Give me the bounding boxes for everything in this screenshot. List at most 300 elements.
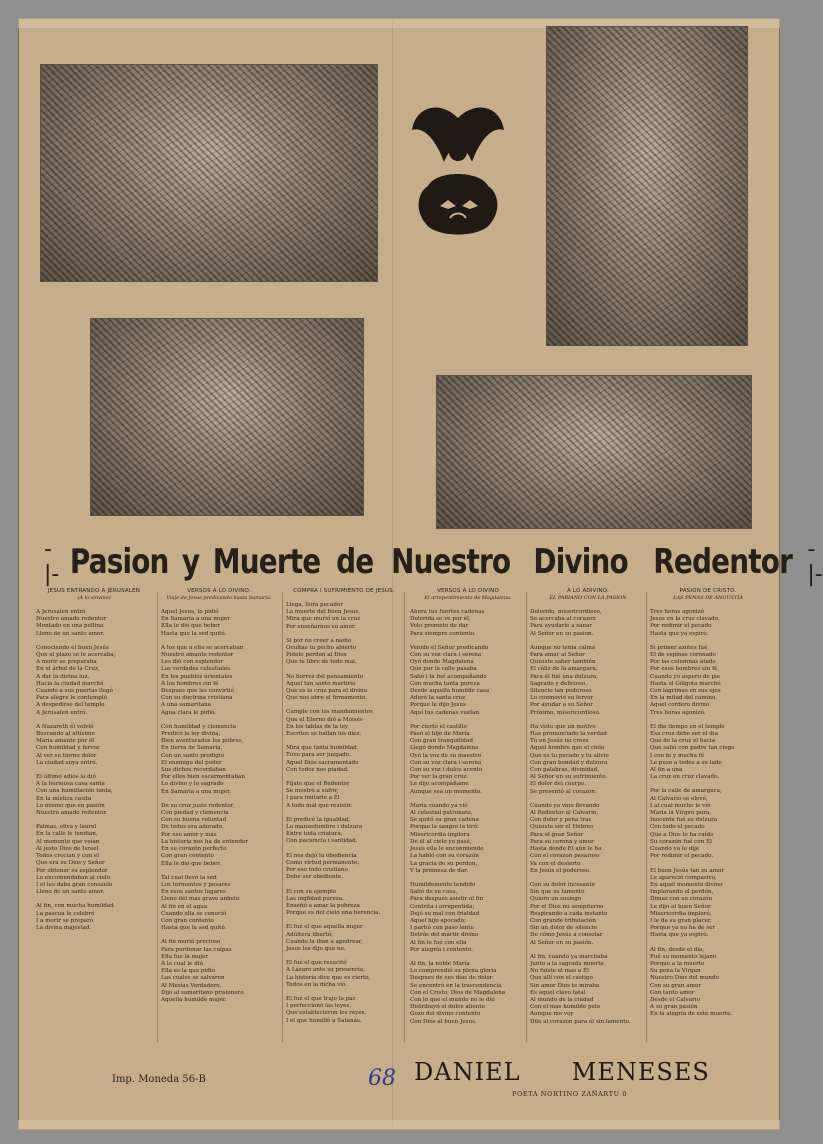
poem-line: Al Señor en su pasión. bbox=[530, 939, 594, 946]
poem-line: Con su voz clara i serena bbox=[410, 759, 482, 766]
poem-line: Misericordia implora bbox=[410, 831, 470, 838]
poem-line: Con palabras, divinidad, bbox=[530, 767, 600, 774]
tape-bottom bbox=[18, 1120, 780, 1130]
poem-stanza bbox=[161, 939, 277, 1004]
poem-line: Hacia la ciudad marchó bbox=[36, 680, 104, 687]
poem-line: Maria la Virgen pura, bbox=[650, 810, 712, 817]
handwritten-number: 68 bbox=[368, 1066, 396, 1091]
poem-line: Con todo el pecado bbox=[650, 824, 705, 831]
poem-line: Que es la cruz para el divino bbox=[286, 688, 368, 695]
poem-line: Con su voz i dulce acento bbox=[410, 767, 483, 774]
poem-line: Al fin, la noble María bbox=[410, 960, 470, 967]
poem-line: Palmas, oliva y laurel bbox=[36, 824, 97, 831]
poem-line: Con su dolor incesante bbox=[530, 881, 596, 888]
poem-line: Detrás del mártir divino bbox=[410, 932, 479, 939]
poem-line: Que nos abre el firmamento. bbox=[286, 695, 368, 702]
poem-line: En la calle le tendian, bbox=[36, 831, 98, 838]
title-word: y bbox=[181, 542, 200, 582]
poem-line: Por la calle de amargura, bbox=[650, 788, 722, 795]
poem-line: Con el Cristo, Dios de Magdalena bbox=[410, 989, 506, 996]
poem-line: Le puso a todos a su lado bbox=[650, 759, 722, 766]
poem-line: Aquel hijo apocado; bbox=[410, 917, 466, 924]
poem-stanza bbox=[286, 853, 402, 882]
poem-line: Al fin, cuando ya marchaba bbox=[530, 953, 608, 960]
poem-line: I para imitarle a Él bbox=[286, 795, 340, 802]
column-rule bbox=[404, 592, 405, 1042]
poem-line: Con lágrimas en sus ojos bbox=[650, 688, 721, 695]
poem-line: Maria amante por él bbox=[36, 738, 95, 745]
poem-line: Las ingfidad pureza, bbox=[286, 895, 344, 902]
poem-line: Agua clara le pidió. bbox=[161, 709, 217, 716]
poem-body bbox=[36, 609, 152, 932]
poem-stanza bbox=[286, 745, 402, 774]
poem-line: Con su voz clara i serena bbox=[410, 652, 482, 659]
poem-subtitle: LAS PENAS DE ANGUSTIA bbox=[673, 595, 743, 601]
poem-line: Para amar al Señor bbox=[530, 652, 585, 659]
poem-line: No borres del pensamiento bbox=[286, 673, 364, 680]
poem-stanza bbox=[36, 824, 152, 896]
poem-stanza bbox=[410, 645, 526, 717]
poem-line: A una samaritana bbox=[161, 702, 211, 709]
poem-heading: VERSOS A LO DIVINO bbox=[437, 588, 499, 594]
poem-line: De cómo Jesús a consolar bbox=[530, 932, 603, 939]
poem-line: Inocente fué su dulzura bbox=[650, 817, 718, 824]
poem-line: Misericordia imploró, bbox=[650, 910, 712, 917]
woodcut-night-scene bbox=[436, 375, 752, 529]
woodcut-garden-scene bbox=[90, 318, 364, 516]
poem-body bbox=[410, 609, 526, 1026]
poem-stanza bbox=[286, 781, 402, 810]
poem-column bbox=[286, 588, 402, 1048]
poem-line: Que salió con padre tan ciego bbox=[650, 745, 735, 752]
poem-stanza bbox=[530, 645, 646, 717]
poet-line: POETA NORTINO ZAÑARTU 0 bbox=[512, 1090, 628, 1098]
poem-line: Hasta que la sed quitó. bbox=[161, 630, 227, 637]
poem-column bbox=[161, 588, 277, 1048]
poem-stanza bbox=[530, 724, 646, 796]
poem-line: Entre toda criatura, bbox=[286, 831, 343, 838]
poem-line: I le da su gran placer, bbox=[650, 917, 712, 924]
poem-line: Oyó la voz de su maestro bbox=[410, 752, 482, 759]
poem-stanza bbox=[650, 645, 766, 717]
poem-line: Oyó donde Magdalena bbox=[410, 659, 474, 666]
poem-line: Mira que tanta humildad bbox=[286, 745, 357, 752]
poem-line: El último adios la dió bbox=[36, 774, 96, 781]
poem-stanza bbox=[36, 774, 152, 817]
poem-line: Lo conmovió su fervor bbox=[530, 695, 594, 702]
poem-line: Por redimir el pecado. bbox=[650, 853, 714, 860]
poem-line: Por ver la gran cruz bbox=[410, 774, 467, 781]
poem-line: En los pueblos orientales bbox=[161, 673, 233, 680]
poem-stanza bbox=[410, 724, 526, 796]
title-word: Muerte bbox=[212, 542, 321, 582]
title-word: de bbox=[336, 542, 374, 582]
poem-line: Bien aventurados los pobres, bbox=[161, 738, 244, 745]
poem-line: Porque es del cielo una herencia. bbox=[286, 910, 381, 917]
poem-stanza bbox=[650, 609, 766, 638]
poem-line: El buen Jesús tan su amor bbox=[650, 867, 725, 874]
poem-line: El dolor del cuerpo. bbox=[530, 781, 587, 788]
poem-line: Fíjate que el Redentor bbox=[286, 781, 350, 788]
poem-line: Con gran contento bbox=[161, 917, 214, 924]
poem-line: Pasó el hijo de María bbox=[410, 731, 470, 738]
poem-line: En Samaria a una mujer bbox=[161, 616, 230, 623]
poem-line: En la mitad del camino, bbox=[650, 695, 718, 702]
poem-line: I a morir se preparó bbox=[36, 917, 94, 924]
poem-line: I perfeccionó las leyes, bbox=[286, 1003, 352, 1010]
poem-line: Llegó donde Magdalena bbox=[410, 745, 479, 752]
poem-line: I el les daba gran consuelo bbox=[36, 881, 113, 888]
poem-line: La historia dice que es cierto, bbox=[286, 974, 371, 981]
poem-line: Por obtener su esplendor bbox=[36, 867, 108, 874]
poem-stanza bbox=[161, 645, 277, 717]
poem-stanza bbox=[650, 724, 766, 782]
poem-column bbox=[650, 588, 766, 1048]
poem-line: Tuvo para ser juzgado, bbox=[286, 752, 351, 759]
poem-line: Distribuyó el dulce aliento bbox=[410, 1004, 485, 1011]
poem-line: Para el gran Señor bbox=[530, 831, 584, 838]
poem-line: Le apareció compasivo, bbox=[650, 874, 717, 881]
poem-line: Al Señor en su pasion. bbox=[530, 630, 594, 637]
poem-line: El fué el que resucitó bbox=[286, 960, 347, 967]
poem-line: Como virtud permanente; bbox=[286, 859, 360, 866]
poem-line: Con grande tribulación bbox=[530, 917, 596, 924]
poem-line: El enemigo del poder bbox=[161, 759, 222, 766]
poem-line: Al fin, con mucha humildad bbox=[36, 903, 114, 910]
poem-line: Los tormentos y pesares bbox=[161, 881, 231, 888]
title-word: Redentor bbox=[653, 542, 793, 582]
poem-columns bbox=[36, 588, 776, 1048]
poem-line: A todo mal que resistir. bbox=[286, 802, 353, 809]
column-rule bbox=[157, 592, 158, 1042]
poem-line: A la cual le dió bbox=[161, 960, 203, 967]
poem-line: Hasta que ya espiró. bbox=[650, 932, 709, 939]
poem-stanza bbox=[161, 724, 277, 796]
poem-line: Con piedad y clemencia bbox=[161, 810, 229, 817]
poem-line: Su pena la Virgen bbox=[650, 968, 701, 975]
poem-line: Tres horas agonizó. bbox=[650, 709, 706, 716]
poem-line: Al Calvario se elevó, bbox=[650, 795, 708, 802]
poem-stanza bbox=[286, 924, 402, 953]
poem-line: I al cual mucho le vió bbox=[650, 802, 711, 809]
poem-line: Fué su momento lejano bbox=[650, 953, 717, 960]
poem-line: Que establecieron los reyes, bbox=[286, 1010, 367, 1017]
poem-stanza bbox=[530, 882, 646, 947]
poem-line: Lleno de un santo amor. bbox=[36, 889, 105, 896]
poem-line: Al Señor en su sufrimiento bbox=[530, 774, 606, 781]
poem-line: Con tanto amor bbox=[650, 989, 695, 996]
poem-subtitle: (A lo sinvino) bbox=[77, 595, 111, 601]
poem-line: Contrita i arrepentida; bbox=[410, 903, 475, 910]
poem-line: Que te libre de todo mal. bbox=[286, 659, 357, 666]
poem-line: Se acercaba al corazon bbox=[530, 616, 596, 623]
poem-heading: JESUS ENTRANDO A JERUSALEN bbox=[47, 588, 141, 594]
poem-line: Jesus ella le enconmiendo bbox=[410, 846, 484, 853]
poem-line: Al justo Dios de Israel bbox=[36, 845, 99, 852]
poem-stanza bbox=[36, 724, 152, 767]
poem-line: Que de la cruz el hacia bbox=[650, 738, 716, 745]
poem-line: Hasta el Gólgota marchó bbox=[650, 680, 721, 687]
poem-line: Nuestro amante redentor bbox=[161, 652, 234, 659]
poem-line: A Nazareth él volvió bbox=[36, 723, 94, 730]
poem-line: Con gran tranquilidad bbox=[410, 738, 473, 745]
poem-line: Aquel Dios sacramentado bbox=[286, 759, 359, 766]
poem-line: La pascua le celebró bbox=[36, 910, 95, 917]
poem-line: Despues que les convirtió bbox=[161, 688, 234, 695]
poem-line: Si por no creer a nadie bbox=[286, 637, 352, 644]
poem-line: Por eso todo cristiano bbox=[286, 867, 348, 874]
poem-line: Le dijo acompáñame bbox=[410, 781, 469, 788]
poem-line: Con mucha tanta pureza bbox=[410, 680, 480, 687]
poem-line: A Jerusalen entró bbox=[36, 609, 86, 615]
poem-line: Por enseñarnos su amor. bbox=[286, 623, 356, 630]
poem-line: Si primer azotes fué, bbox=[650, 644, 710, 651]
poem-line: Con paciencia i santidad. bbox=[286, 838, 358, 845]
poem-heading: COMPRA I SUFRIMIENTO DE JESUS. bbox=[293, 588, 395, 594]
poem-line: Dimas con su corazón bbox=[650, 896, 713, 903]
poem-line: La gracia de su perdon, bbox=[410, 860, 478, 867]
poem-line: Al Mesías Verdadero, bbox=[161, 982, 222, 989]
title-word: Pasion bbox=[70, 542, 169, 582]
poem-line: A Lázaro ante su presencia, bbox=[286, 967, 365, 974]
poem-line: Con el corazon pesaroso bbox=[530, 853, 600, 860]
poem-line: Ocultas tu pecho abierto bbox=[286, 645, 357, 652]
poem-line: Que a Dios le ha caído bbox=[650, 831, 714, 838]
poem-line: Sin que su lamento bbox=[530, 889, 585, 896]
poem-line: La mansedumbre i dulzura bbox=[286, 824, 363, 831]
poem-stanza bbox=[530, 609, 646, 638]
poem-line: Jesus les dijo que no. bbox=[286, 945, 346, 952]
poem-line: Para perdonar las culpas bbox=[161, 946, 232, 953]
author-first-name: DANIEL bbox=[414, 1058, 521, 1086]
poem-line: Lleno de un santo amor. bbox=[36, 630, 105, 637]
poem-line: En esos santos lugares bbox=[161, 889, 226, 896]
poem-line: Al fin le fué con ella bbox=[410, 939, 467, 946]
poem-line: Al mundo de la ciudad bbox=[530, 996, 594, 1003]
poem-stanza bbox=[286, 674, 402, 703]
poem-line: Que el plazo se le acercaba, bbox=[36, 652, 116, 659]
poem-line: Lo mismo que en pasión bbox=[36, 802, 105, 809]
poem-line: Con lo que el mundo no le dió bbox=[410, 996, 495, 1003]
poem-line: Le dijo al buen Señor bbox=[650, 903, 711, 910]
poem-line: Por las columnas atado bbox=[650, 659, 716, 666]
poem-line: Aquel hombre que el cielo bbox=[530, 745, 605, 752]
poem-line: La cruz en cruz clavado. bbox=[650, 774, 720, 781]
poem-line: Por redimir el pecado bbox=[650, 623, 712, 630]
poem-line: En aquel momento divino bbox=[650, 881, 723, 888]
title-ornament-right: -|- bbox=[807, 537, 823, 587]
poem-line: Para él fué una dulzura, bbox=[530, 673, 598, 680]
woodcut-crucifixion bbox=[546, 26, 748, 346]
poem-line: Aquella humilde mujer. bbox=[161, 996, 227, 1003]
poem-line: La ciudad suya entró. bbox=[36, 759, 98, 766]
poem-line: Les dió con esplendor bbox=[161, 659, 224, 666]
poem-stanza bbox=[650, 947, 766, 1019]
poem-line: Ella fue la mujer bbox=[161, 953, 209, 960]
poem-column bbox=[530, 588, 646, 1048]
poem-line: María cuando ya vió bbox=[410, 802, 468, 809]
poem-line: A despedirse del templo bbox=[36, 702, 105, 709]
poem-line: Lo encomendaban al cielo bbox=[36, 874, 110, 881]
poem-line: Con humildad y fervor bbox=[36, 745, 100, 752]
poem-line: Con su gran amor bbox=[650, 982, 701, 989]
poem-line: De su cruz justo redentor, bbox=[161, 802, 235, 809]
poem-line: Al ver su tierno dolor bbox=[36, 752, 97, 759]
poem-line: A los hombres sin fé bbox=[161, 680, 219, 687]
poem-line: Respirando a cada instante bbox=[530, 910, 608, 917]
poem-line: Que era su Dios y Señor bbox=[36, 860, 105, 867]
author-name bbox=[414, 1058, 710, 1086]
poem-line: Con un santo prodigio bbox=[161, 752, 224, 759]
poem-line: Todos en la dicha vió. bbox=[286, 981, 348, 988]
poem-line: Sagrado y delicioso, bbox=[530, 680, 588, 687]
poem-line: Dijo al samaritano prisionero bbox=[161, 989, 244, 996]
poem-line: Con gran bondad y dulzura bbox=[530, 759, 608, 766]
poem-line: Al fin murió precioso bbox=[161, 939, 221, 946]
poem-line: Aquel tan santo martirio bbox=[286, 680, 356, 687]
poem-line: Lo comprendió su plena gloria bbox=[410, 968, 497, 975]
poem-stanza bbox=[530, 954, 646, 1026]
poem-stanza bbox=[286, 817, 402, 846]
poem-stanza bbox=[286, 638, 402, 667]
poem-line: Hasta que la sed quitó. bbox=[161, 925, 227, 932]
poem-line: Al Redentor al Calvario, bbox=[530, 810, 599, 817]
poem-stanza bbox=[410, 882, 526, 954]
poem-line: El nos dejó la obediencia bbox=[286, 852, 357, 859]
poem-line: Por ellos bien escarmentaban bbox=[161, 774, 245, 781]
poem-line: Por ayudar a su Señor bbox=[530, 702, 593, 709]
poem-line: El con su ejemplo bbox=[286, 888, 337, 895]
poem-line: Ella es la que pidió bbox=[161, 968, 216, 975]
poem-line: Debe ser obediente. bbox=[286, 874, 343, 881]
poem-line: Quisiste saber también bbox=[530, 659, 596, 666]
poem-line: Cuando a sus puertas llegó bbox=[36, 688, 114, 695]
poem-line: Despues de sus días de dolor bbox=[410, 975, 493, 982]
poem-line: Cuando ella se conoció bbox=[161, 910, 227, 917]
poem-line: Aquel Jesus, lo pidió bbox=[161, 609, 219, 615]
poem-body bbox=[161, 609, 277, 1004]
poem-line: Para su corona y amor bbox=[530, 838, 594, 845]
poem-stanza bbox=[286, 709, 402, 738]
poem-stanza bbox=[36, 645, 152, 717]
poem-heading: PASION DE CRISTO. bbox=[679, 588, 737, 594]
poem-heading: VERSOS A LO DIVINO. bbox=[187, 588, 251, 594]
poem-line: En la alegría de este muerte. bbox=[650, 1011, 733, 1018]
poem-stanza bbox=[530, 803, 646, 875]
title-word: Nuestro bbox=[390, 542, 510, 582]
poem-subtitle: El arrepentimiento de Magdalena. bbox=[424, 595, 512, 601]
poem-line: Dejó su mal con frialdad bbox=[410, 910, 480, 917]
poem-line: Porque a la muerte bbox=[650, 960, 705, 967]
poem-line: Cuando ya vino llevando bbox=[530, 802, 600, 809]
poem-line: Gozo del divino contento bbox=[410, 1011, 481, 1018]
poem-stanza bbox=[36, 903, 152, 932]
poem-line: Porque la sangre la tiró: bbox=[410, 824, 479, 831]
poem-stanza bbox=[161, 803, 277, 868]
poem-line: Al fin en el agua bbox=[161, 903, 208, 910]
poem-line: Para alegre le contempló bbox=[36, 695, 107, 702]
poem-line: Aunque me voy bbox=[530, 1011, 574, 1018]
poem-line: Ella le dió que beber. bbox=[161, 860, 222, 867]
poem-line: I partió con paso lento bbox=[410, 925, 474, 932]
poem-line: Al fin, desde el dia, bbox=[650, 946, 705, 953]
poem-stanza bbox=[650, 868, 766, 940]
poem-line: Jesus en la cruz clavado, bbox=[650, 616, 720, 623]
printer-imprint: Imp. Moneda 56-B bbox=[112, 1074, 206, 1085]
poem-line: El dia tiempo en el templo bbox=[650, 723, 725, 730]
poem-line: Porque le dijo Jesus bbox=[410, 702, 466, 709]
poem-line: Silencio tan poderoso bbox=[530, 688, 592, 695]
poem-line: Se presentó al corazon. bbox=[530, 788, 597, 795]
author-last-name: MENESES bbox=[571, 1058, 710, 1086]
poem-line: Cumple con los mandamientos bbox=[286, 709, 373, 716]
poem-line: Con el mas humilde pelo bbox=[530, 1004, 600, 1011]
poem-line: Lleno del mas grave anhelo bbox=[161, 896, 240, 903]
poem-line: En Samaria a una mujer. bbox=[161, 788, 232, 795]
poem-line: Para ayudarle a sanar bbox=[530, 623, 593, 630]
poem-line: Ha visto que un motivo bbox=[530, 723, 596, 730]
poem-line: Humildemente tendido bbox=[410, 881, 476, 888]
poem-line: I con fe y mucha fé bbox=[650, 752, 705, 759]
poem-line: Su corazón fué con Él bbox=[650, 838, 712, 845]
poem-line: Al fin a una bbox=[650, 767, 683, 774]
poem-stanza bbox=[161, 609, 277, 638]
poem-stanza bbox=[286, 889, 402, 918]
poem-line: Con su buena voluntad bbox=[161, 817, 227, 824]
poem-line: Próximo, misericordioso. bbox=[530, 709, 601, 716]
poem-stanza bbox=[286, 996, 402, 1025]
poem-line: En su corazón perfecto bbox=[161, 846, 227, 853]
poem-stanza bbox=[286, 960, 402, 989]
poem-body bbox=[286, 602, 402, 1025]
poem-line: Tal cual llevó la sed bbox=[161, 874, 217, 881]
poem-line: Pídele perdon al Dios bbox=[286, 652, 347, 659]
poem-line: Va con el desierto bbox=[530, 860, 581, 867]
winged-emblem-icon bbox=[410, 100, 506, 240]
poem-line: La historia nos ha de entender bbox=[161, 838, 248, 845]
poem-line: Tres horas agonizó bbox=[650, 609, 704, 615]
poem-line: Ella le dió que beber bbox=[161, 623, 220, 630]
title-ornament-left: -|- bbox=[44, 537, 60, 587]
poem-line: Nuestro amado redentor bbox=[36, 616, 107, 623]
poem-subtitle: EL PARIANO CON LA PASION bbox=[549, 595, 627, 601]
poem-line: Con humildad y clemencia bbox=[161, 723, 237, 730]
poem-line: A Jerusalen entró. bbox=[36, 709, 88, 716]
poem-line: Dolorida se ve por él, bbox=[410, 616, 471, 623]
poem-line: En Jesús el poderoso. bbox=[530, 867, 591, 874]
poem-line: Cuando la iban a apedrear, bbox=[286, 938, 363, 945]
poem-column bbox=[410, 588, 526, 1048]
poem-line: Aquel cordero divino bbox=[650, 702, 710, 709]
poem-line: Sus dichos recordaban bbox=[161, 767, 226, 774]
poem-stanza bbox=[161, 875, 277, 933]
poem-line: Sin un dolor de silencio bbox=[530, 925, 597, 932]
poem-line: Por eso amor y más bbox=[161, 831, 217, 838]
poem-line: A la hermosa casa santa bbox=[36, 781, 105, 788]
poem-line: Junto a la sagrada muerte bbox=[530, 960, 604, 967]
poem-line: Implorando el perdón, bbox=[650, 889, 714, 896]
poem-body bbox=[650, 609, 766, 1019]
poem-line: Hasta donde El aún le ha bbox=[530, 846, 602, 853]
poem-line: El fué el que trajo la paz bbox=[286, 995, 356, 1002]
poem-line: Que el Eterno dió a Moisés bbox=[286, 716, 363, 723]
poem-line: Lo divino y lo sagrado bbox=[161, 781, 224, 788]
poem-heading: A LO ADIVINO. bbox=[566, 588, 610, 594]
poem-line: Cuando ya le dije bbox=[650, 846, 700, 853]
title-word: Divino bbox=[533, 542, 628, 582]
poem-line: Se encontró en la trascendencia bbox=[410, 982, 502, 989]
poem-line: A dar la divina luz. bbox=[36, 673, 90, 680]
